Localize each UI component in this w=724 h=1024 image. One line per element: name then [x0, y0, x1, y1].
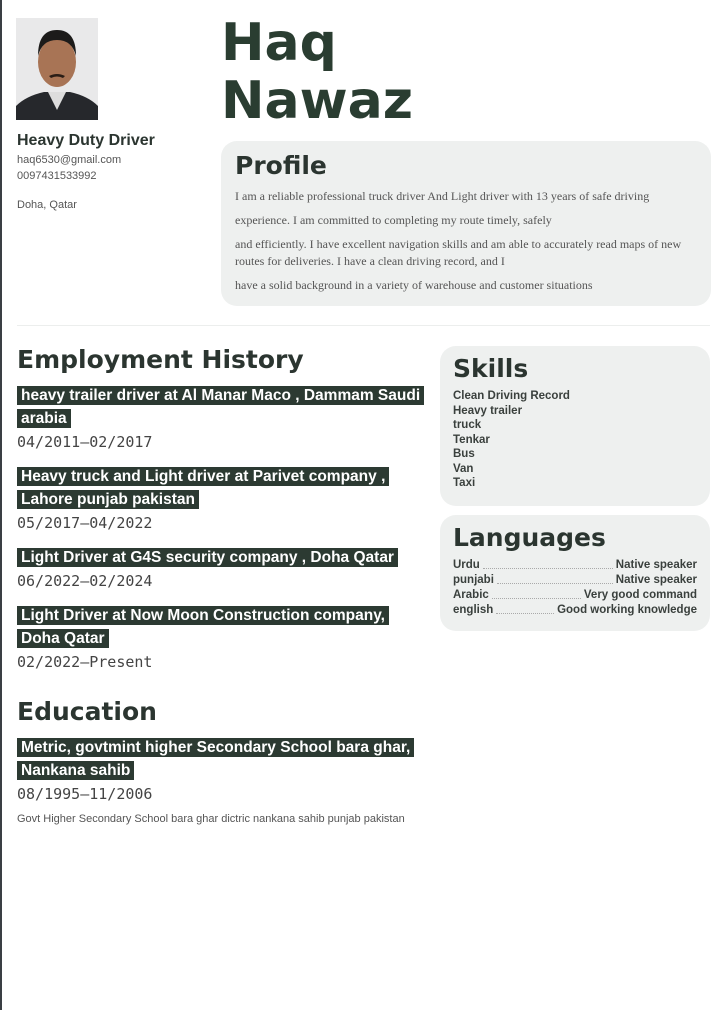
language-row — [453, 558, 697, 573]
job-item — [17, 465, 427, 532]
language-name: english — [453, 604, 494, 616]
skill-item: Heavy trailer — [453, 404, 523, 417]
job-item — [17, 546, 427, 590]
job-dates: 06/2022—02/2024 — [17, 572, 153, 590]
profile-title: Profile — [235, 151, 327, 180]
phone: 0097431533992 — [17, 170, 97, 182]
profile-line: and efficiently. I have excellent navigation skills and am able to accurately read maps of new routes for deliveries. I have a clean driving record, and I — [235, 237, 682, 268]
language-level: Good working knowledge — [557, 604, 697, 616]
job-title: heavy trailer driver at Al Manar Maco , Dammam Saudi arabia — [17, 386, 424, 428]
languages-section — [440, 515, 710, 631]
education-description: Govt Higher Secondary School bara ghar dictric nankana sahib punjab pakistan — [17, 813, 405, 825]
skill-item: Van — [453, 462, 474, 475]
job-item — [17, 384, 427, 451]
contact-info — [17, 132, 207, 213]
profile-section — [221, 141, 711, 306]
job-dates: 02/2022—Present — [17, 653, 153, 671]
job-dates: 04/2011—02/2017 — [17, 433, 153, 451]
skill-item: Bus — [453, 448, 475, 460]
last-name: Nawaz — [221, 71, 414, 131]
skill-item: truck — [453, 419, 482, 431]
language-row — [453, 588, 697, 603]
skill-item: Clean Driving Record — [453, 390, 570, 402]
education-dates: 08/1995—11/2006 — [17, 785, 153, 803]
profile-line: I am a reliable professional truck driver And Light driver with 13 years of safe driving — [235, 189, 650, 203]
employment-title: Employment History — [17, 345, 304, 374]
language-row — [453, 573, 697, 588]
language-name: Urdu — [453, 559, 480, 571]
email: haq6530@gmail.com — [17, 154, 122, 166]
job-title: Heavy truck and Light driver at Parivet company , Lahore punjab pakistan — [17, 467, 389, 509]
main-column — [17, 345, 427, 842]
profile-line: have a solid background in a variety of warehouse and customer situations — [235, 278, 593, 292]
location: Doha, Qatar — [17, 199, 77, 211]
language-level: Very good command — [583, 589, 697, 601]
job-role: Heavy Duty Driver — [17, 132, 155, 149]
language-row — [453, 603, 697, 618]
profile-line: experience. I am committed to completing my route timely, safely — [235, 213, 552, 227]
job-dates: 05/2017—04/2022 — [17, 514, 153, 532]
first-name: Haq — [221, 13, 337, 73]
education-title: Education — [17, 697, 157, 726]
language-level: Native speaker — [615, 559, 697, 571]
full-name — [221, 14, 413, 130]
job-title: Light Driver at Now Moon Construction company, Doha Qatar — [17, 606, 389, 648]
language-name: Arabic — [453, 589, 489, 601]
divider — [17, 325, 710, 326]
job-item — [17, 604, 427, 671]
skills-title: Skills — [453, 354, 529, 383]
education-item — [17, 736, 427, 828]
language-level: Native speaker — [615, 574, 697, 586]
languages-title: Languages — [453, 523, 606, 552]
language-name: punjabi — [453, 574, 494, 586]
skill-item: Taxi — [453, 477, 476, 489]
profile-photo — [16, 18, 98, 120]
skill-item: Tenkar — [453, 433, 490, 446]
page-edge — [0, 0, 2, 1010]
skills-section — [440, 346, 710, 506]
job-title: Light Driver at G4S security company , Doha Qatar — [17, 548, 398, 567]
education-degree: Metric, govtmint higher Secondary School bara ghar, Nankana sahib — [17, 738, 414, 780]
